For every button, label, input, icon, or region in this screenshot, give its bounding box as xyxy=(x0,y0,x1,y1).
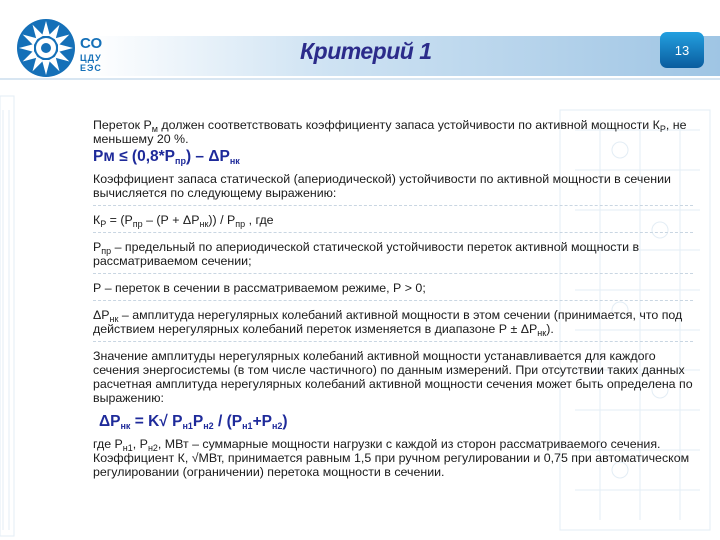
divider xyxy=(93,300,693,301)
logo-line2: ЦДУ xyxy=(80,53,102,63)
definition-p: Р – переток в сечении в рассматриваемом режиме, Р > 0; xyxy=(93,281,426,295)
formula-kp: $К_Р = (Р_{пр} - (Р + \Delta Р_{нк})) / Р_{пр}$ , где xyxy=(93,213,274,229)
formula-flow-limit: Рм ≤ $(0,8*Р_{пр}) - \Delta Р_{нк}$ xyxy=(93,148,240,166)
paragraph-flow-requirement: Переток $Р_м$ должен соответствовать коэффициенту запаса устойчивости по активной мощности $К_Р$, не меньшему 20 %. xyxy=(93,118,687,146)
page-number-badge: 13 xyxy=(660,32,704,68)
formula-amplitude: $\Delta Р_{нк} = K√$ $Р_{н1}Р_{н2} / (Р_{н1}+Р_{н2})$ xyxy=(99,413,288,431)
slide-header xyxy=(0,0,720,96)
divider xyxy=(93,341,693,342)
slide-title: Критерий 1 xyxy=(300,38,432,64)
paragraph-margin-coefficient: Коэффициент запаса статической (апериодической) устойчивости по активной мощности в сечении вычисляется по следующему выражению: xyxy=(93,172,671,200)
logo-line3: ЕЭС xyxy=(80,63,102,73)
slide-body xyxy=(93,118,693,479)
divider xyxy=(93,205,693,206)
definition-ppr: $Р_{пр}$ – предельный по апериодической статической устойчивости переток активной мощности в рассматриваемом сечении; xyxy=(93,240,640,268)
so-cdu-ees-logo xyxy=(10,8,130,88)
paragraph-amplitude: Значение амплитуды нерегулярных колебаний активной мощности устанавливается для каждого сечения энергосистемы (в том числе частичного) по данным измерений. При отсутствии таких данных расчетная амплитуда нерегулярных колебаний активной мощности сечения может быть определена по выражению: xyxy=(93,349,693,405)
divider xyxy=(93,273,693,274)
logo-line1: СО xyxy=(80,35,103,52)
definition-dpnk: $\Delta Р_{нк}$ – амплитуда нерегулярных колебаний активной мощности в этом сечении (принимается, что под действием нерегулярных колебаний переток изменяется в диапазоне $Р \pm \Delta Р_{нк}$). xyxy=(93,308,683,338)
divider xyxy=(93,232,693,233)
paragraph-load-definitions: где $Р_{н1}$, $Р_{н2}$, МВт – суммарные мощности нагрузки с каждой из сторон рассматриваемого сечения. Коэффициент К, √МВт, принимается равным 1,5 при ручном регулировании и 0,75 при автоматическом регулировании (ограничении) перетока мощности в сечении. xyxy=(93,437,690,479)
